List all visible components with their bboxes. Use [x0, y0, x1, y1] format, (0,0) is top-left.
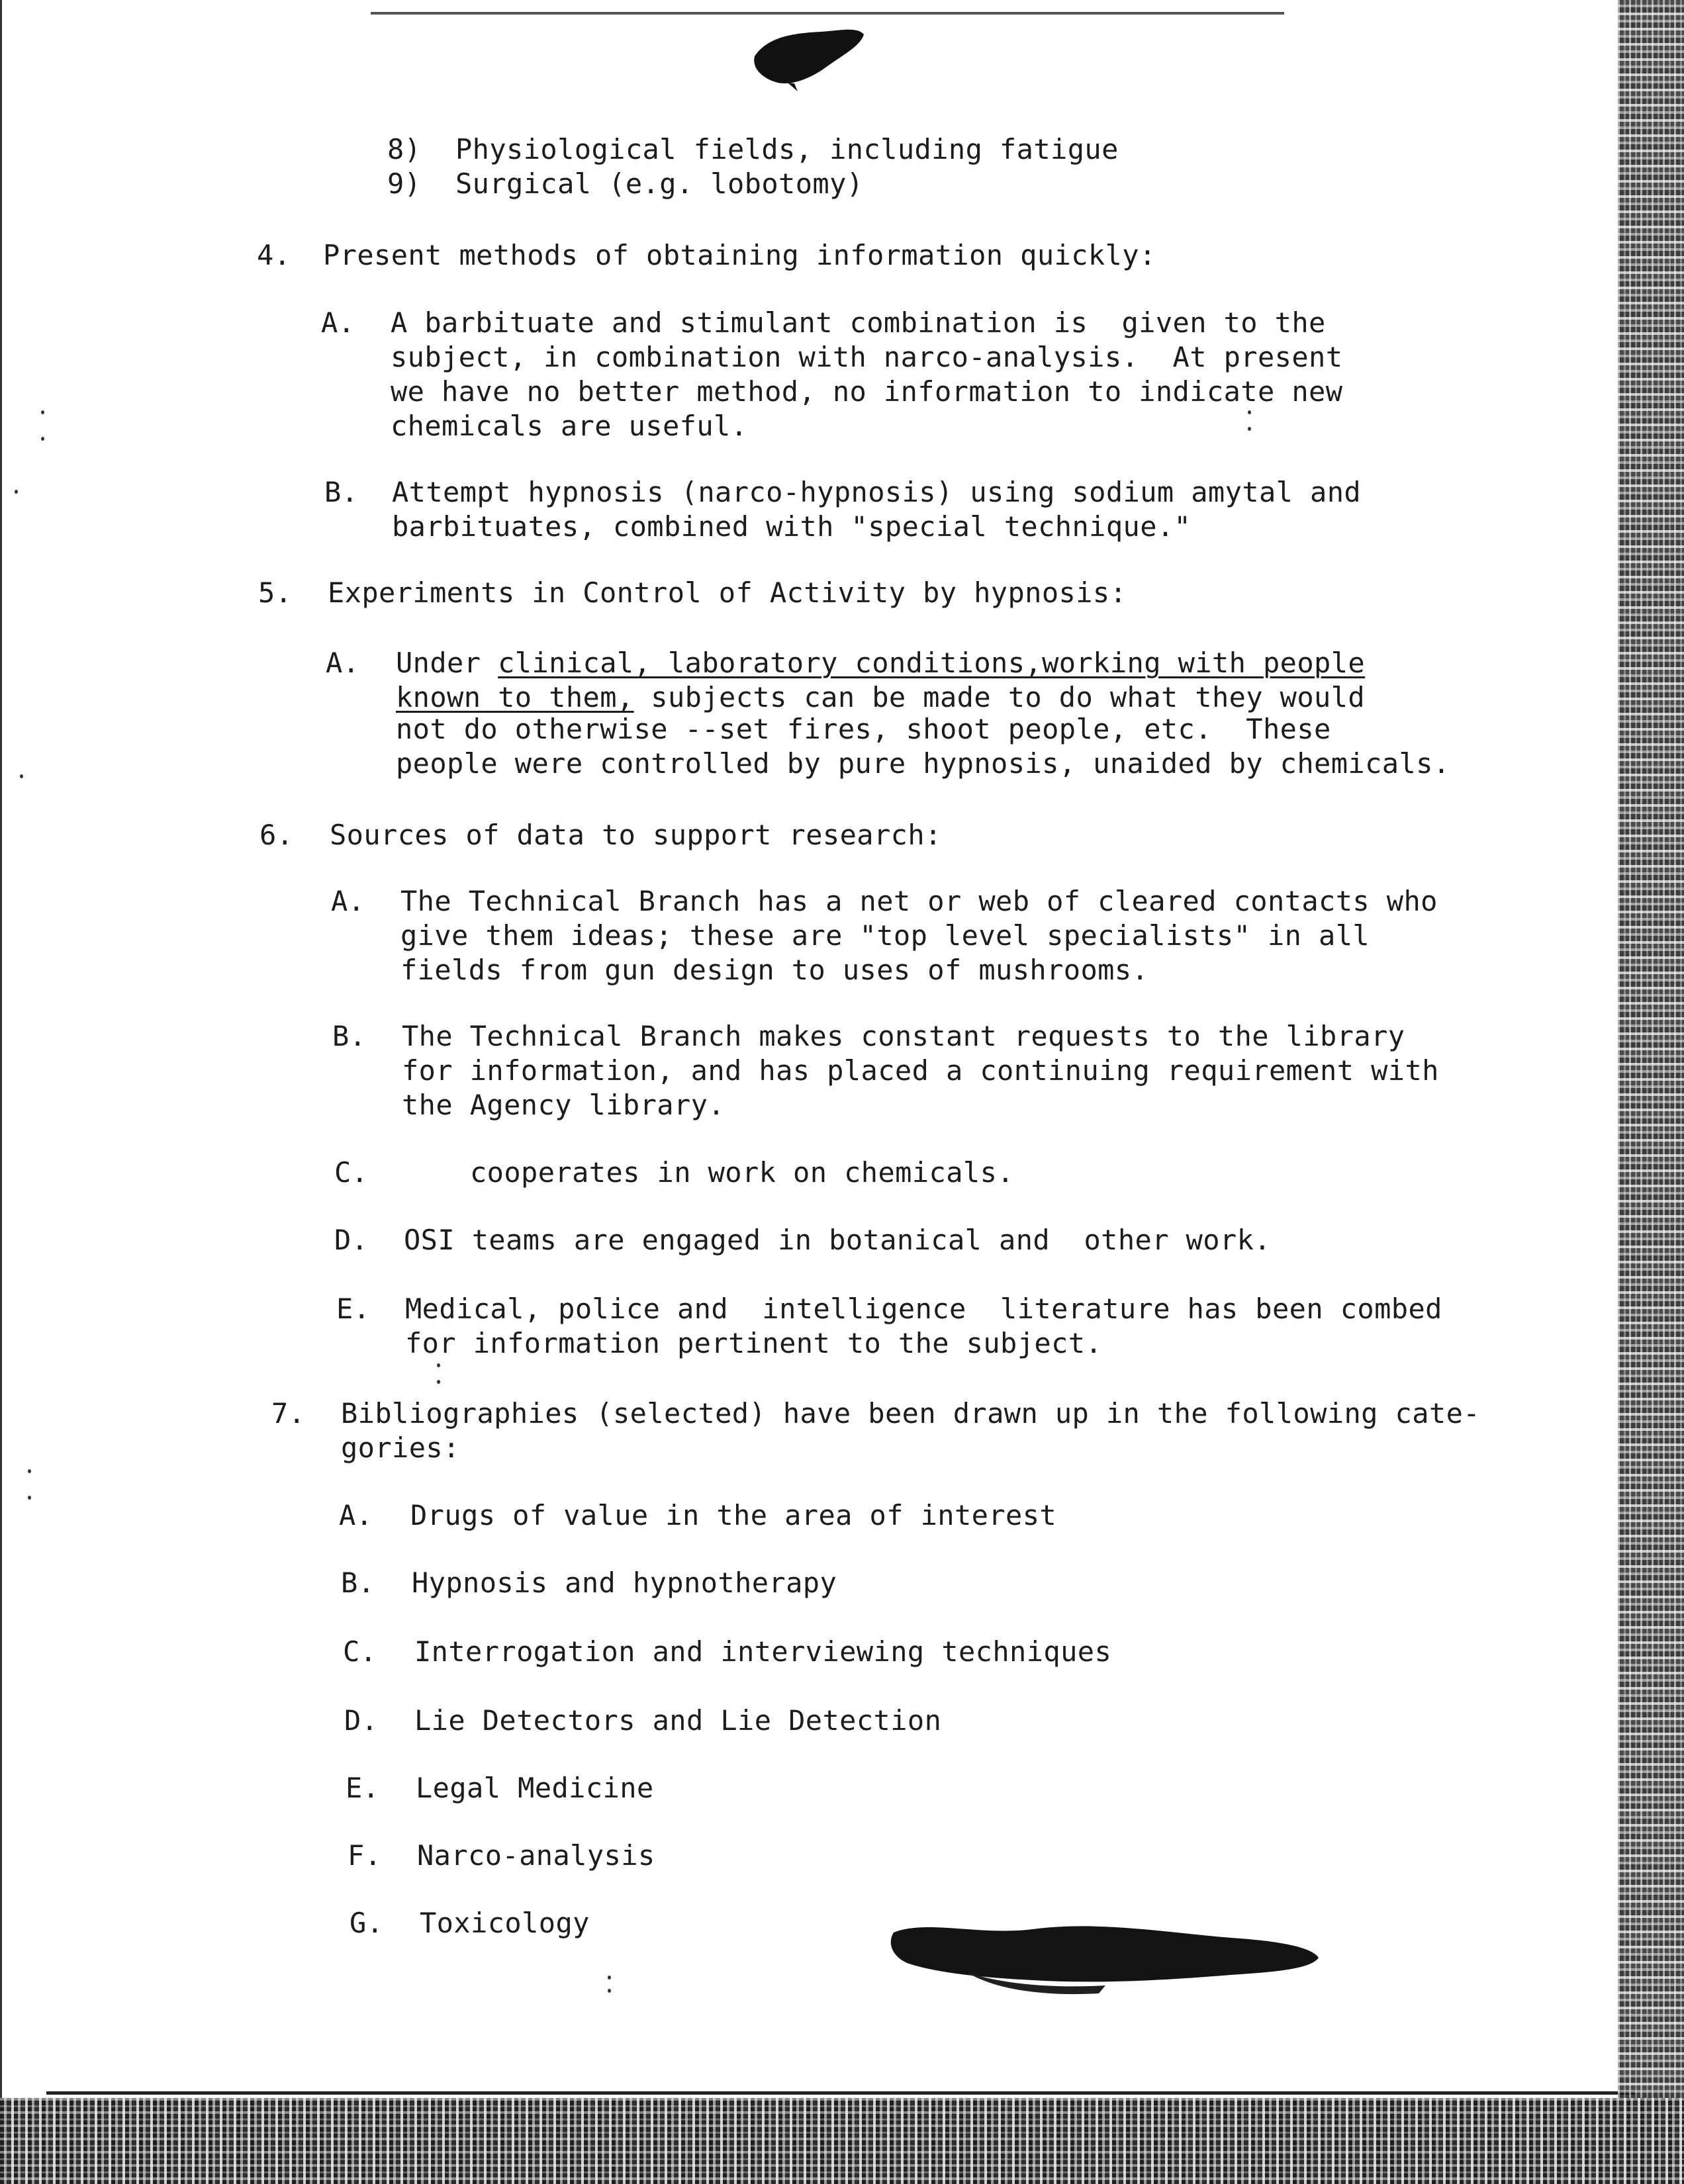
paragraph-line: fields from gun design to uses of mushrooms. — [400, 954, 1149, 986]
bibliography-category: Lie Detectors and Lie Detection — [414, 1704, 942, 1737]
item-letter-7g: G. — [350, 1907, 384, 1939]
paragraph-line: Attempt hypnosis (narco-hypnosis) using sodium amytal and — [392, 476, 1362, 508]
page-left-edge — [0, 0, 2, 2184]
redaction-mark-bottom — [887, 1906, 1324, 2005]
scan-speck — [28, 1496, 31, 1500]
paragraph-line — [396, 646, 1365, 680]
item-letter-4a: A. — [321, 306, 355, 339]
bibliography-category: Narco-analysis — [417, 1839, 655, 1872]
paragraph-line: the Agency library. — [402, 1089, 725, 1121]
section-number-7: 7. — [271, 1397, 306, 1430]
item-letter-6e: E. — [336, 1293, 371, 1325]
section-number-6: 6. — [259, 819, 294, 851]
scan-speck — [28, 1469, 31, 1473]
scan-speck — [608, 1989, 611, 1993]
scan-speck — [20, 774, 23, 778]
paragraph-line: The Technical Branch makes constant requests to the library — [402, 1020, 1405, 1052]
list-num-8: 8) — [387, 133, 422, 165]
item-letter-5a: A. — [326, 647, 360, 679]
paragraph-line: OSI teams are engaged in botanical and other work. — [404, 1224, 1271, 1256]
list-item-surgical: Surgical (e.g. lobotomy) — [455, 167, 864, 200]
paragraph-line: gories: — [341, 1432, 460, 1464]
scan-speck — [1248, 427, 1251, 431]
bibliography-category: Drugs of value in the area of interest — [410, 1499, 1057, 1531]
paragraph-line: Bibliographies (selected) have been drawn up in the following cate- — [341, 1397, 1480, 1430]
paragraph-line: cooperates in work on chemicals. — [470, 1156, 1014, 1189]
paragraph-line: A barbituate and stimulant combination is given to the — [391, 306, 1326, 339]
underlined-text: known to them, — [396, 681, 634, 713]
paragraph-line: subject, in combination with narco-analysis. At present — [391, 341, 1343, 373]
paragraph-line: for information, and has placed a continuing requirement with — [402, 1054, 1439, 1087]
bottom-rule — [46, 2091, 1635, 2095]
section-heading-6: Sources of data to support research: — [330, 819, 942, 851]
scan-border-right-texture — [1618, 0, 1684, 2184]
item-letter-6b: B. — [332, 1020, 367, 1052]
item-letter-6a: A. — [331, 885, 365, 917]
paragraph-line: chemicals are useful. — [391, 410, 748, 442]
section-number-4: 4. — [257, 239, 291, 271]
paragraph-line: not do otherwise --set fires, shoot people, etc. These — [396, 713, 1331, 745]
item-letter-7a: A. — [339, 1499, 373, 1531]
bibliography-category: Interrogation and interviewing techniques — [414, 1635, 1112, 1668]
item-letter-7c: C. — [343, 1635, 377, 1668]
item-letter-6d: D. — [334, 1224, 369, 1256]
scan-speck — [41, 437, 44, 441]
scan-speck — [608, 1976, 611, 1979]
bibliography-category: Toxicology — [420, 1907, 590, 1939]
paragraph-line: Medical, police and intelligence literature has been combed — [405, 1293, 1442, 1325]
item-letter-7b: B. — [341, 1567, 375, 1599]
text-span: Under — [396, 647, 498, 679]
redaction-mark-top — [748, 20, 867, 93]
paragraph-line: people were controlled by pure hypnosis, unaided by chemicals. — [396, 747, 1450, 780]
paragraph-line — [396, 680, 1365, 715]
scan-speck — [437, 1380, 440, 1384]
list-num-9: 9) — [387, 167, 422, 200]
item-letter-7f: F. — [348, 1839, 382, 1872]
item-letter-4b: B. — [324, 476, 359, 508]
section-heading-4: Present methods of obtaining information quickly: — [323, 239, 1156, 271]
text-span: subjects can be made to do what they would — [633, 681, 1366, 713]
paragraph-line: give them ideas; these are "top level specialists" in all — [400, 919, 1370, 952]
section-number-5: 5. — [258, 576, 293, 609]
scan-border-bottom-texture — [0, 2098, 1684, 2184]
scan-speck — [41, 410, 44, 414]
paragraph-line: The Technical Branch has a net or web of cleared contacts who — [400, 885, 1438, 917]
paragraph-line: we have no better method, no information to indicate new — [391, 375, 1343, 408]
item-letter-7d: D. — [344, 1704, 379, 1737]
list-item-physiological: Physiological fields, including fatigue — [455, 133, 1119, 165]
bibliography-category: Legal Medicine — [416, 1772, 654, 1804]
paragraph-line: for information pertinent to the subject. — [405, 1327, 1103, 1359]
item-letter-7e: E. — [346, 1772, 380, 1804]
scan-speck — [1248, 410, 1251, 414]
scan-speck — [15, 490, 18, 494]
top-rule — [371, 12, 1284, 15]
bibliography-category: Hypnosis and hypnotherapy — [412, 1567, 837, 1599]
paragraph-line: barbituates, combined with "special technique." — [392, 510, 1192, 543]
scan-speck — [437, 1363, 440, 1367]
underlined-text: clinical, laboratory conditions,working with people — [498, 647, 1366, 679]
section-heading-5: Experiments in Control of Activity by hypnosis: — [328, 576, 1127, 609]
item-letter-6c: C. — [334, 1156, 369, 1189]
